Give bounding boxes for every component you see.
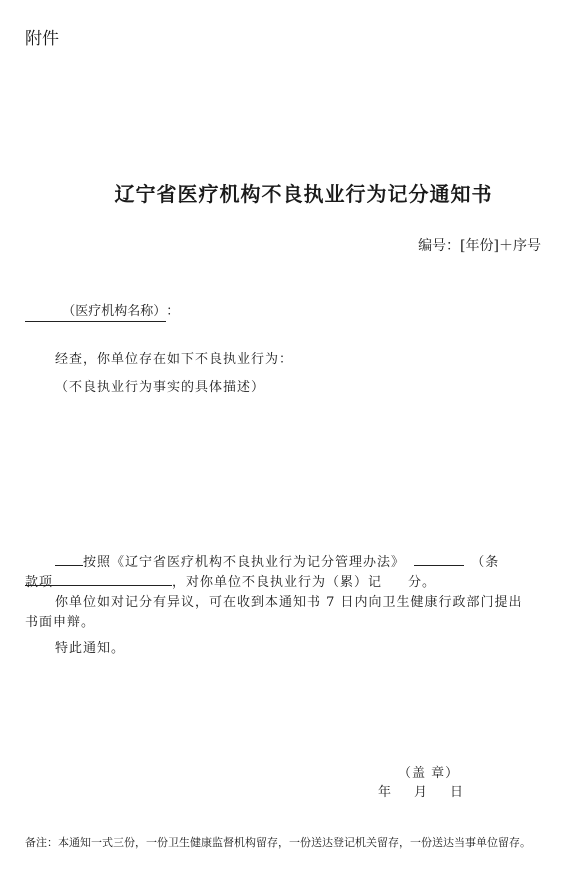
date-year: 年 [378, 785, 393, 800]
footnote: 备注：本通知一式三份，一份卫生健康监督机构留存，一份送达登记机关留存，一份送达当事单位留存。 [25, 836, 531, 849]
addressee-line [25, 300, 179, 322]
date-day: 日 [450, 785, 465, 800]
document-number: 编号：[年份]＋序号 [418, 238, 541, 254]
date-month: 月 [414, 785, 429, 800]
blank-field [414, 551, 464, 566]
objection-line: 你单位如对记分有异议，可在收到本通知书 7 日内向卫生健康行政部门提出 [55, 595, 523, 610]
basis-line-2: 款项 ，对你单位不良执业行为（累）记 分。 [25, 571, 436, 590]
basis-line-1: 按照《辽宁省医疗机构不良执业行为记分管理办法》 （条 [55, 551, 499, 570]
addressee-name: （医疗机构名称） [25, 300, 166, 322]
seal-label: （盖 章） [398, 766, 460, 781]
date-line [378, 781, 464, 800]
closing-text: 特此通知。 [55, 641, 126, 656]
addressee-colon: ： [166, 304, 180, 319]
objection-line-cont: 书面申辩。 [25, 615, 96, 630]
document-title: 辽宁省医疗机构不良执业行为记分通知书 [114, 182, 493, 206]
intro-text: 经查，你单位存在如下不良执业行为： [55, 352, 294, 367]
attachment-label: 附件 [25, 29, 59, 49]
blank-field: 款项 [25, 571, 172, 586]
violation-description: （不良执业行为事实的具体描述） [55, 380, 266, 395]
blank-field [55, 551, 83, 566]
